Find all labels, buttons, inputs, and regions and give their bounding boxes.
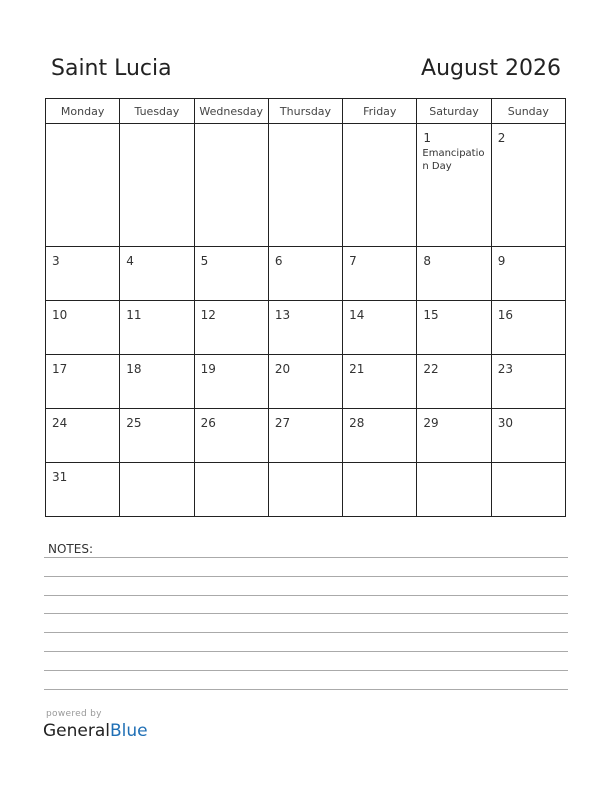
day-number xyxy=(120,124,193,131)
day-number: 5 xyxy=(200,253,209,268)
week-row xyxy=(46,408,566,462)
weekday-header: Saturday xyxy=(417,99,491,124)
note-line xyxy=(44,689,568,690)
day-number: 4 xyxy=(126,253,134,268)
day-number: 8 xyxy=(423,253,432,268)
day-number: 27 xyxy=(274,415,291,430)
day-number xyxy=(269,463,342,470)
day-cell xyxy=(46,408,120,462)
day-number xyxy=(195,463,268,470)
day-number xyxy=(269,124,342,131)
day-number xyxy=(46,124,119,131)
day-number: 15 xyxy=(423,307,439,322)
day-cell xyxy=(268,124,342,247)
day-number: 3 xyxy=(52,253,60,268)
day-cell xyxy=(417,300,491,354)
day-number: 23 xyxy=(497,361,513,376)
day-number: 19 xyxy=(200,361,216,376)
week-row xyxy=(46,300,566,354)
day-cell xyxy=(343,354,417,408)
day-cell xyxy=(343,462,417,516)
day-number: 1 xyxy=(423,131,432,145)
day-cell xyxy=(268,246,342,300)
day-number: 14 xyxy=(349,307,365,322)
day-cell xyxy=(491,246,565,300)
day-cell xyxy=(120,246,194,300)
week-row xyxy=(46,124,566,247)
day-number: 17 xyxy=(52,361,68,376)
day-cell xyxy=(194,462,268,516)
powered-by-text: powered by xyxy=(46,709,102,719)
day-number: 18 xyxy=(126,361,142,376)
day-cell xyxy=(120,124,194,247)
day-cell xyxy=(46,300,120,354)
day-number xyxy=(195,124,268,131)
day-cell xyxy=(417,462,491,516)
day-number xyxy=(492,463,565,470)
day-cell xyxy=(268,462,342,516)
day-cell xyxy=(46,462,120,516)
day-cell xyxy=(343,246,417,300)
day-number xyxy=(120,463,193,470)
day-number: 29 xyxy=(423,415,439,430)
week-row xyxy=(46,462,566,516)
day-cell xyxy=(268,354,342,408)
note-line xyxy=(44,557,568,558)
note-line xyxy=(44,651,568,652)
day-number: 6 xyxy=(274,253,283,268)
day-number: 13 xyxy=(274,307,291,322)
day-cell xyxy=(491,408,565,462)
day-cell xyxy=(343,408,417,462)
weekday-header-row xyxy=(46,99,566,124)
note-line xyxy=(44,595,568,596)
notes-label: NOTES: xyxy=(48,542,93,556)
week-row xyxy=(46,246,566,300)
weekday-header: Wednesday xyxy=(194,99,268,124)
day-cell xyxy=(194,246,268,300)
weekday-header: Friday xyxy=(343,99,417,124)
day-number: 16 xyxy=(497,307,513,322)
weekday-header: Sunday xyxy=(491,99,565,124)
day-number: 20 xyxy=(274,361,291,376)
day-number: 7 xyxy=(349,253,357,268)
weekday-header: Tuesday xyxy=(120,99,194,124)
week-row xyxy=(46,354,566,408)
weekday-header: Monday xyxy=(46,99,120,124)
day-number: 25 xyxy=(126,415,142,430)
day-cell xyxy=(491,354,565,408)
day-cell xyxy=(120,408,194,462)
day-number: 2 xyxy=(497,131,506,145)
holiday-label: Emancipation Day xyxy=(422,148,485,172)
day-number: 26 xyxy=(200,415,216,430)
calendar-grid xyxy=(45,98,566,517)
day-number: 22 xyxy=(423,361,439,376)
day-number xyxy=(343,124,416,131)
day-number: 12 xyxy=(200,307,216,322)
day-number xyxy=(417,463,490,470)
day-cell xyxy=(417,354,491,408)
day-cell xyxy=(343,300,417,354)
day-number: 11 xyxy=(126,307,142,322)
day-number: 21 xyxy=(349,361,365,376)
day-number: 10 xyxy=(52,307,68,322)
note-line xyxy=(44,576,568,577)
day-cell xyxy=(491,300,565,354)
day-cell xyxy=(417,124,491,247)
day-cell xyxy=(417,246,491,300)
country-title: Saint Lucia xyxy=(51,56,172,81)
day-cell xyxy=(268,300,342,354)
day-cell xyxy=(491,124,565,247)
day-cell xyxy=(417,408,491,462)
day-cell xyxy=(46,246,120,300)
note-line xyxy=(44,632,568,633)
day-cell xyxy=(120,354,194,408)
day-number xyxy=(343,463,416,470)
day-cell xyxy=(343,124,417,247)
day-cell xyxy=(194,354,268,408)
day-cell xyxy=(268,408,342,462)
day-number: 30 xyxy=(497,415,513,430)
day-number: 24 xyxy=(52,415,68,430)
brand-name-main: General xyxy=(43,721,110,741)
day-cell xyxy=(46,124,120,247)
day-cell xyxy=(194,300,268,354)
day-number: 31 xyxy=(52,469,68,484)
brand-logo xyxy=(43,721,148,741)
note-line xyxy=(44,670,568,671)
weekday-header: Thursday xyxy=(268,99,342,124)
day-cell xyxy=(491,462,565,516)
day-cell xyxy=(194,408,268,462)
note-line xyxy=(44,613,568,614)
day-cell xyxy=(46,354,120,408)
day-cell xyxy=(120,462,194,516)
day-number: 28 xyxy=(349,415,365,430)
day-cell xyxy=(194,124,268,247)
brand-name-accent: Blue xyxy=(110,721,148,741)
day-cell xyxy=(120,300,194,354)
day-number: 9 xyxy=(497,253,506,268)
month-year-title: August 2026 xyxy=(421,56,561,81)
